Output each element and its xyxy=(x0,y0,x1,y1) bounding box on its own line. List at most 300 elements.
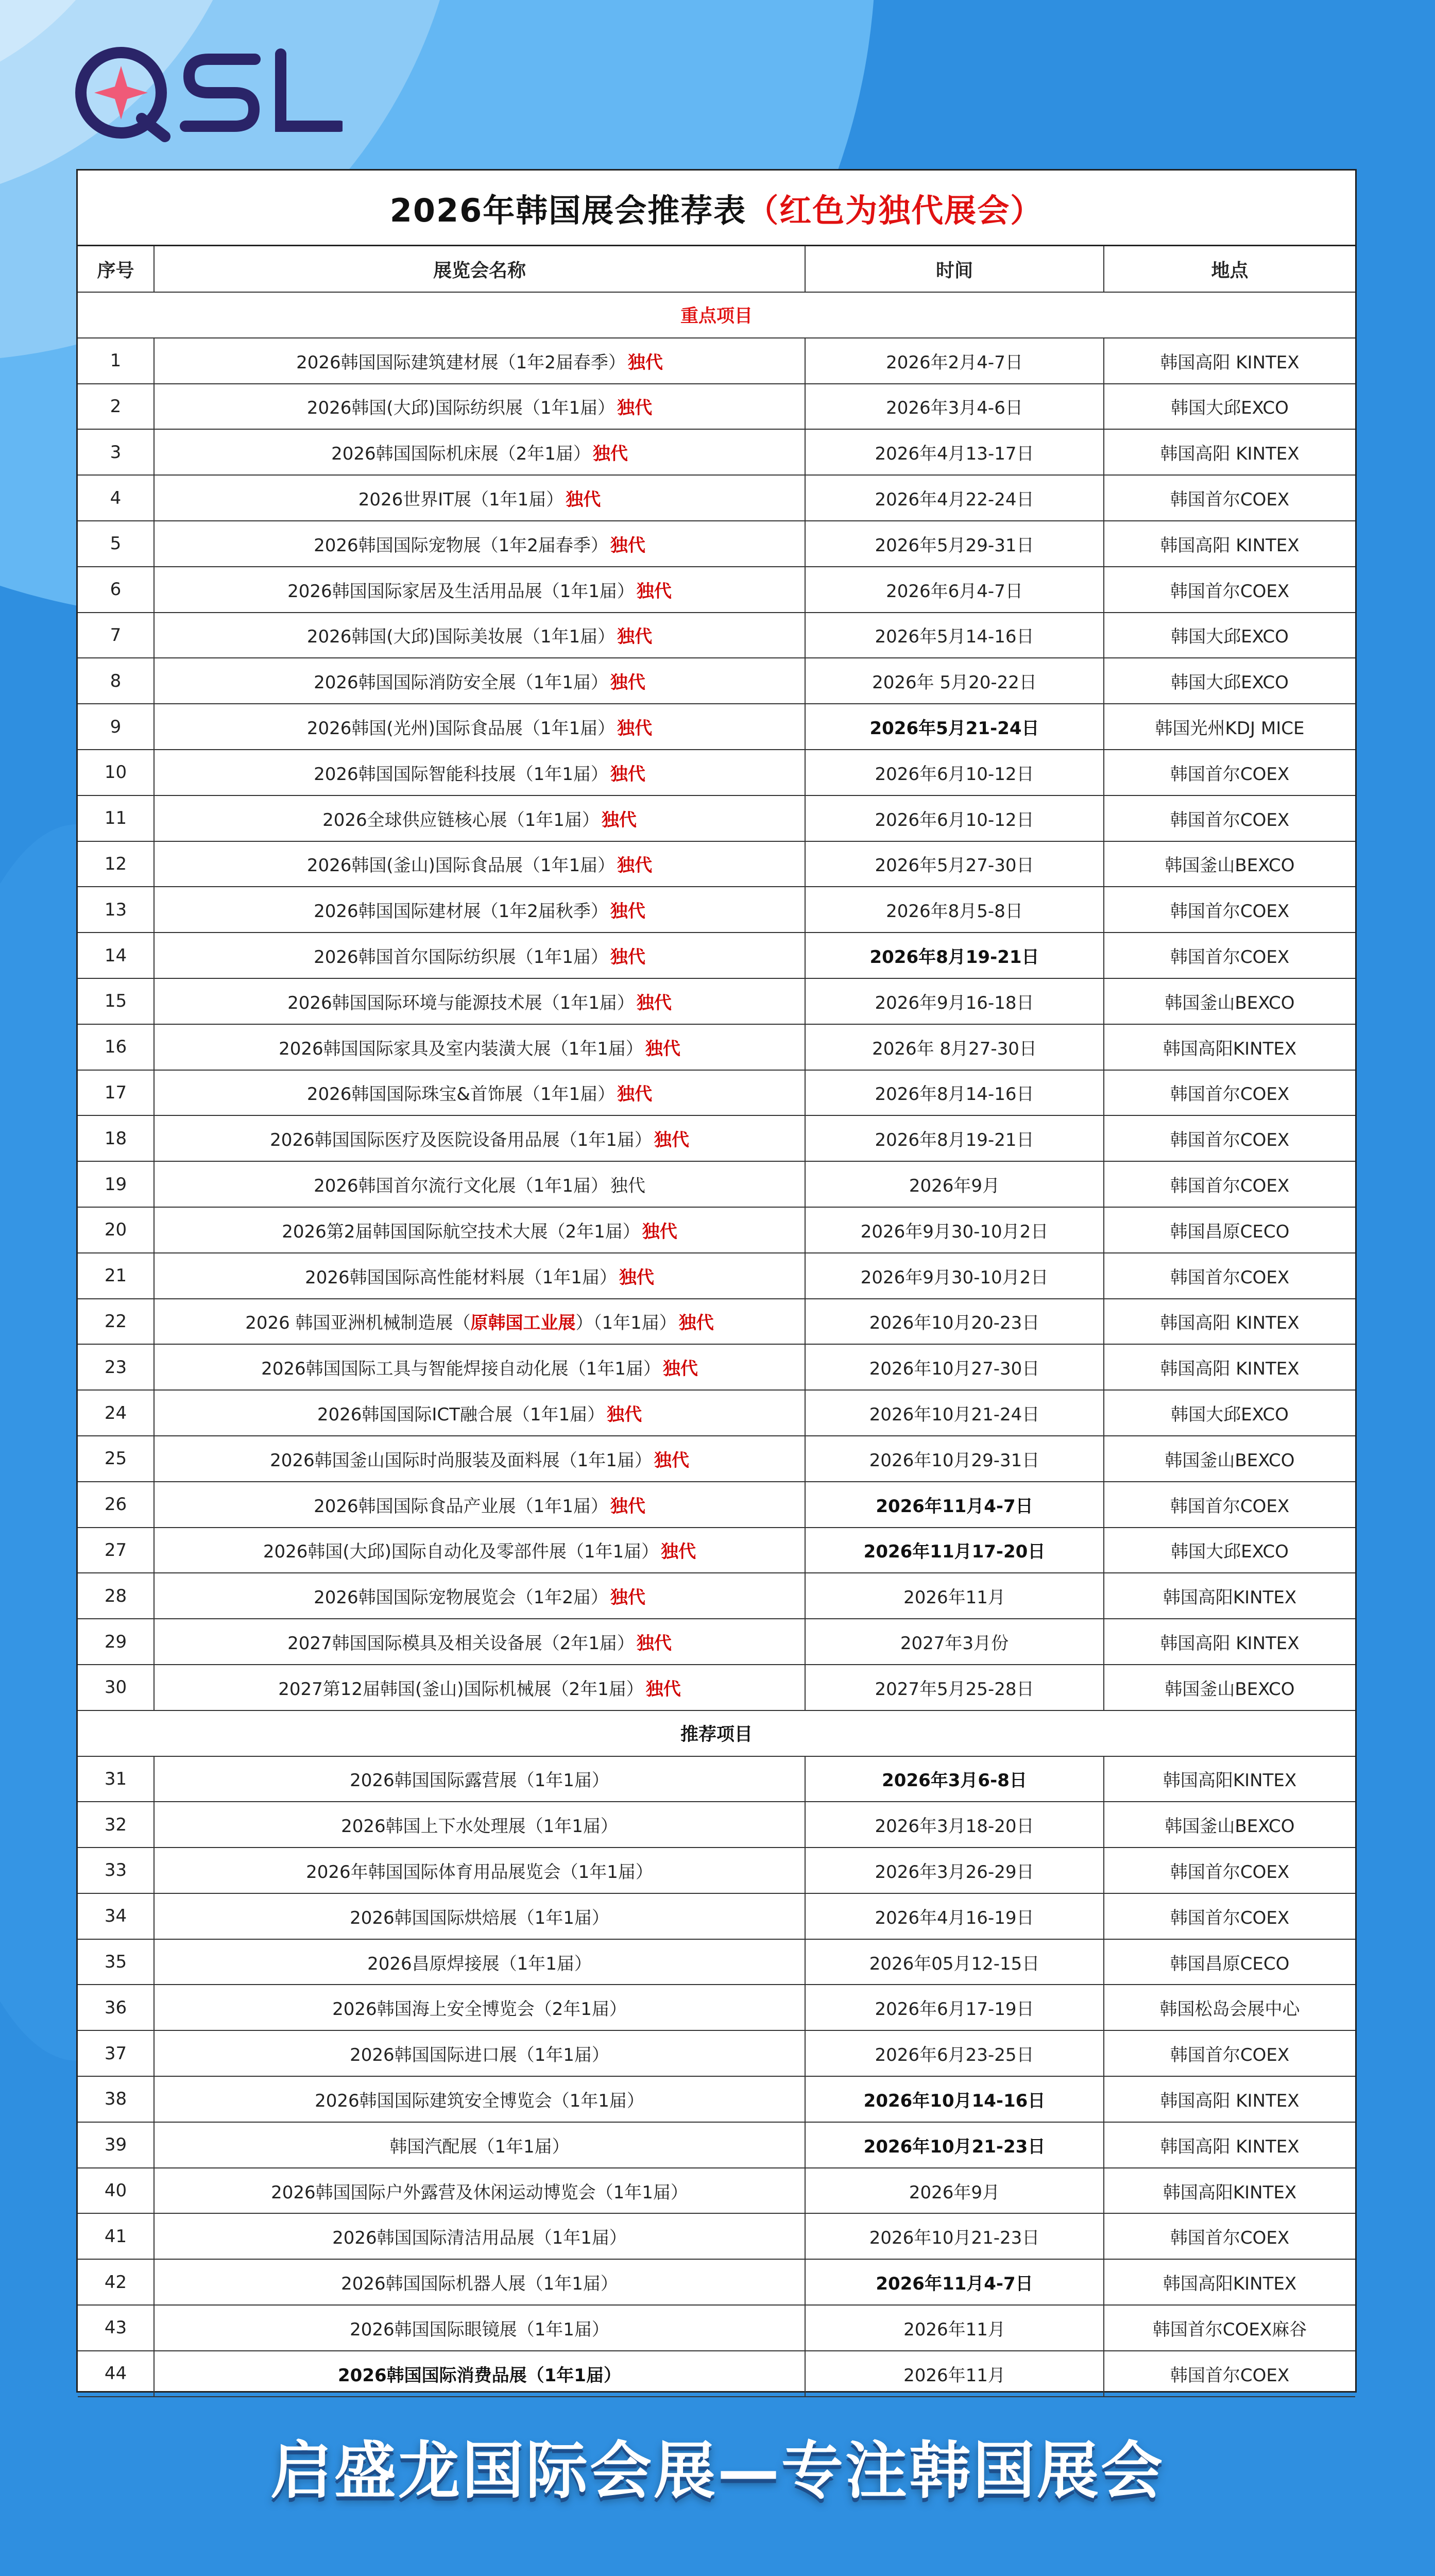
cell-name xyxy=(154,1299,805,1345)
table-row xyxy=(78,613,1355,658)
cell-name xyxy=(154,750,805,795)
cell-time: 2026年10月21-24日 xyxy=(805,1390,1104,1436)
cell-no: 6 xyxy=(78,567,154,613)
header-place: 地点 xyxy=(1104,246,1355,292)
exhibition-name: 2026韩国上下水处理展（1年1届） xyxy=(341,1816,618,1837)
exclusive-tag: 独代 xyxy=(636,1633,672,1654)
exhibition-name: 2026韩国(大邱)国际美妆展（1年1届） xyxy=(306,626,616,648)
cell-no: 28 xyxy=(78,1573,154,1619)
cell-time: 2026年11月 xyxy=(805,1573,1104,1619)
table-header-row xyxy=(78,246,1355,292)
cell-time: 2026年10月14-16日 xyxy=(805,2076,1104,2122)
cell-place: 韩国首尔COEX xyxy=(1104,1253,1355,1299)
cell-name xyxy=(154,1893,805,1939)
table-row xyxy=(78,978,1355,1024)
table-row xyxy=(78,1985,1355,2030)
table-row xyxy=(78,1802,1355,1848)
exhibition-name: 2026世界IT展（1年1届） xyxy=(358,489,564,511)
exclusive-tag: 独代 xyxy=(627,352,663,373)
cell-time: 2026年11月4-7日 xyxy=(805,2259,1104,2305)
cell-no: 36 xyxy=(78,1985,154,2030)
cell-time: 2026年6月23-25日 xyxy=(805,2030,1104,2076)
cell-time: 2026年 8月27-30日 xyxy=(805,1024,1104,1070)
table-row xyxy=(78,933,1355,978)
exhibition-name: 2026韩国国际珠宝&首饰展（1年1届） xyxy=(306,1084,616,1105)
cell-name xyxy=(154,1756,805,1802)
cell-time: 2026年6月4-7日 xyxy=(805,567,1104,613)
cell-time: 2026年3月26-29日 xyxy=(805,1848,1104,1893)
cell-name xyxy=(154,1207,805,1253)
cell-name xyxy=(154,429,805,475)
exclusive-tag: 独代 xyxy=(617,855,653,876)
cell-no: 41 xyxy=(78,2213,154,2259)
exclusive-tag: 独代 xyxy=(678,1313,714,1334)
exclusive-tag: 独代 xyxy=(617,398,653,419)
exclusive-tag: 独代 xyxy=(610,1587,645,1608)
cell-time: 2026年10月21-23日 xyxy=(805,2213,1104,2259)
table-row xyxy=(78,841,1355,887)
cell-time: 2026年5月27-30日 xyxy=(805,841,1104,887)
cell-name xyxy=(154,1390,805,1436)
cell-time: 2026年11月 xyxy=(805,2305,1104,2351)
table-row xyxy=(78,1436,1355,1482)
exhibition-name: 2026韩国首尔流行文化展（1年1届） xyxy=(314,1176,608,1197)
exclusive-tag: 独代 xyxy=(645,1038,680,1059)
table-row xyxy=(78,1893,1355,1939)
cell-time: 2026年10月20-23日 xyxy=(805,1299,1104,1345)
cell-name xyxy=(154,613,805,658)
exhibition-name: 2026韩国海上安全博览会（2年1届） xyxy=(332,1999,627,2020)
exclusive-tag: 独代 xyxy=(601,809,637,831)
exhibition-name: 2027第12届韩国(釜山)国际机械展（2年1届） xyxy=(278,1679,644,1700)
cell-place: 韩国首尔COEX xyxy=(1104,1482,1355,1528)
cell-time: 2026年 5月20-22日 xyxy=(805,658,1104,704)
exclusive-tag: 独代 xyxy=(610,901,645,922)
cell-name xyxy=(154,1939,805,1985)
cell-name xyxy=(154,1528,805,1573)
cell-place: 韩国大邱EXCO xyxy=(1104,1528,1355,1573)
cell-name xyxy=(154,1482,805,1528)
exclusive-tag: 独代 xyxy=(654,1130,689,1151)
cell-place: 韩国首尔COEX xyxy=(1104,1070,1355,1116)
exhibition-name-highlight: 原韩国工业展 xyxy=(470,1313,576,1334)
cell-no: 27 xyxy=(78,1528,154,1573)
cell-no: 5 xyxy=(78,521,154,567)
footer-slogan: 启盛龙国际会展—专注韩国展会 xyxy=(270,2435,1165,2507)
exhibition-name: 2026韩国国际消防安全展（1年1届） xyxy=(314,672,608,693)
cell-place: 韩国首尔COEX xyxy=(1104,1848,1355,1893)
cell-no: 30 xyxy=(78,1665,154,1710)
cell-no: 1 xyxy=(78,338,154,384)
cell-time: 2026年8月19-21日 xyxy=(805,933,1104,978)
cell-place: 韩国高阳 KINTEX xyxy=(1104,521,1355,567)
cell-name xyxy=(154,1024,805,1070)
cell-name xyxy=(154,887,805,933)
cell-no: 10 xyxy=(78,750,154,795)
cell-place: 韩国昌原CECO xyxy=(1104,1939,1355,1985)
cell-place: 韩国首尔COEX xyxy=(1104,475,1355,521)
cell-name xyxy=(154,978,805,1024)
exclusive-tag: 独代 xyxy=(617,626,653,648)
exclusive-tag: 独代 xyxy=(642,1221,677,1242)
cell-place: 韩国大邱EXCO xyxy=(1104,613,1355,658)
exhibition-name: 2026韩国国际食品产业展（1年1届） xyxy=(314,1496,608,1517)
cell-no: 42 xyxy=(78,2259,154,2305)
cell-no: 21 xyxy=(78,1253,154,1299)
cell-time: 2026年9月30-10月2日 xyxy=(805,1253,1104,1299)
table-row xyxy=(78,1344,1355,1390)
exhibition-name: 2026韩国国际户外露营及休闲运动博览会（1年1届） xyxy=(271,2182,688,2203)
cell-no: 13 xyxy=(78,887,154,933)
cell-place: 韩国昌原CECO xyxy=(1104,1207,1355,1253)
cell-place: 韩国高阳KINTEX xyxy=(1104,2259,1355,2305)
cell-place: 韩国高阳 KINTEX xyxy=(1104,338,1355,384)
cell-time: 2026年9月 xyxy=(805,1161,1104,1207)
table-title xyxy=(78,171,1355,246)
header-time: 时间 xyxy=(805,246,1104,292)
exclusive-tag: 独代 xyxy=(610,947,645,968)
cell-name xyxy=(154,1848,805,1893)
cell-place: 韩国高阳KINTEX xyxy=(1104,1024,1355,1070)
exhibition-name: 2026韩国国际清洁用品展（1年1届） xyxy=(332,2228,627,2249)
table-row xyxy=(78,750,1355,795)
cell-no: 37 xyxy=(78,2030,154,2076)
cell-place: 韩国首尔COEX xyxy=(1104,795,1355,841)
cell-name xyxy=(154,2168,805,2214)
exhibition-name: 2026韩国国际露营展（1年1届） xyxy=(350,1770,609,1791)
cell-place: 韩国釜山BEXCO xyxy=(1104,841,1355,887)
cell-place: 韩国高阳KINTEX xyxy=(1104,1756,1355,1802)
cell-no: 19 xyxy=(78,1161,154,1207)
cell-place: 韩国首尔COEX xyxy=(1104,2030,1355,2076)
cell-no: 25 xyxy=(78,1436,154,1482)
exclusive-tag: 独代 xyxy=(661,1541,696,1563)
cell-name xyxy=(154,2351,805,2397)
cell-place: 韩国高阳 KINTEX xyxy=(1104,1619,1355,1665)
cell-no: 16 xyxy=(78,1024,154,1070)
cell-no: 12 xyxy=(78,841,154,887)
table-row xyxy=(78,795,1355,841)
cell-name xyxy=(154,384,805,430)
title-note: （红色为独代展会） xyxy=(746,191,1044,229)
cell-time: 2026年9月 xyxy=(805,2168,1104,2214)
table-row xyxy=(78,1848,1355,1893)
cell-time: 2026年6月10-12日 xyxy=(805,750,1104,795)
cell-no: 14 xyxy=(78,933,154,978)
cell-time: 2026年3月18-20日 xyxy=(805,1802,1104,1848)
cell-name xyxy=(154,658,805,704)
cell-place: 韩国釜山BEXCO xyxy=(1104,978,1355,1024)
exhibition-name: 2026韩国国际宠物展览会（1年2届） xyxy=(314,1587,608,1608)
cell-no: 33 xyxy=(78,1848,154,1893)
table-row xyxy=(78,1619,1355,1665)
cell-no: 32 xyxy=(78,1802,154,1848)
cell-place: 韩国高阳KINTEX xyxy=(1104,2168,1355,2214)
cell-place: 韩国大邱EXCO xyxy=(1104,658,1355,704)
cell-place: 韩国首尔COEX xyxy=(1104,567,1355,613)
exhibition-name: 2026韩国国际消费品展（1年1届） xyxy=(338,2365,621,2386)
exhibition-name: 2026韩国国际宠物展（1年2届春季） xyxy=(314,535,608,556)
exclusive-tag: 独代 xyxy=(619,1267,654,1288)
table-row xyxy=(78,521,1355,567)
table-row xyxy=(78,338,1355,384)
table-row xyxy=(78,429,1355,475)
cell-no: 3 xyxy=(78,429,154,475)
cell-no: 2 xyxy=(78,384,154,430)
cell-name xyxy=(154,1619,805,1665)
table-row xyxy=(78,1115,1355,1161)
cell-no: 29 xyxy=(78,1619,154,1665)
table-row xyxy=(78,567,1355,613)
cell-no: 26 xyxy=(78,1482,154,1528)
exhibition-name: 2026韩国国际烘焙展（1年1届） xyxy=(350,1907,609,1928)
table-row xyxy=(78,1756,1355,1802)
exhibition-name-suffix: ）（1年1届） xyxy=(575,1313,677,1334)
cell-name xyxy=(154,2259,805,2305)
cell-time: 2026年11月17-20日 xyxy=(805,1528,1104,1573)
cell-place: 韩国大邱EXCO xyxy=(1104,1390,1355,1436)
cell-time: 2026年4月13-17日 xyxy=(805,429,1104,475)
table-row xyxy=(78,1390,1355,1436)
table-row xyxy=(78,2213,1355,2259)
section-label: 重点项目 xyxy=(78,292,1355,338)
exclusive-tag: 独代 xyxy=(654,1450,689,1471)
exhibition-name: 2026韩国(大邱)国际纺织展（1年1届） xyxy=(306,398,616,419)
exhibition-table-card xyxy=(76,169,1357,2393)
exhibition-name: 2026韩国国际建筑建材展（1年2届春季） xyxy=(296,352,626,373)
cell-time: 2026年5月29-31日 xyxy=(805,521,1104,567)
cell-no: 22 xyxy=(78,1299,154,1345)
cell-no: 44 xyxy=(78,2351,154,2397)
table-row xyxy=(78,658,1355,704)
exclusive-tag: 独代 xyxy=(610,535,645,556)
exclusive-tag: 独代 xyxy=(617,1084,653,1105)
exclusive-tag: 独代 xyxy=(636,992,672,1013)
exclusive-tag: 独代 xyxy=(610,1496,645,1517)
exhibition-name: 2026韩国国际ICT融合展（1年1届） xyxy=(317,1404,605,1426)
exhibition-name: 2026韩国国际工具与智能焊接自动化展（1年1届） xyxy=(261,1359,661,1380)
table-row xyxy=(78,887,1355,933)
exclusive-tag: 独代 xyxy=(607,1404,642,1426)
cell-place: 韩国松岛会展中心 xyxy=(1104,1985,1355,2030)
exhibition-name: 2026韩国国际机床展（2年1届） xyxy=(331,444,591,465)
cell-place: 韩国高阳 KINTEX xyxy=(1104,429,1355,475)
exclusive-tag: 独代 xyxy=(645,1679,681,1700)
cell-place: 韩国釜山BEXCO xyxy=(1104,1665,1355,1710)
cell-no: 15 xyxy=(78,978,154,1024)
table-row xyxy=(78,1070,1355,1116)
table-row xyxy=(78,1161,1355,1207)
cell-time: 2026年6月10-12日 xyxy=(805,795,1104,841)
cell-name xyxy=(154,1253,805,1299)
cell-name xyxy=(154,704,805,750)
table-row xyxy=(78,1024,1355,1070)
exhibition-name: 2026韩国国际进口展（1年1届） xyxy=(350,2045,609,2066)
table-row xyxy=(78,1299,1355,1345)
cell-time: 2026年6月17-19日 xyxy=(805,1985,1104,2030)
cell-time: 2026年4月22-24日 xyxy=(805,475,1104,521)
cell-no: 34 xyxy=(78,1893,154,1939)
cell-no: 40 xyxy=(78,2168,154,2214)
cell-place: 韩国高阳 KINTEX xyxy=(1104,1299,1355,1345)
exhibition-name: 2026韩国国际环境与能源技术展（1年1届） xyxy=(287,992,635,1013)
cell-name xyxy=(154,795,805,841)
table-row xyxy=(78,384,1355,430)
exhibition-name: 2026韩国国际建筑安全博览会（1年1届） xyxy=(315,2090,644,2111)
cell-no: 8 xyxy=(78,658,154,704)
cell-place: 韩国首尔COEX麻谷 xyxy=(1104,2305,1355,2351)
cell-name xyxy=(154,1436,805,1482)
exhibition-name: 2026韩国(大邱)国际自动化及零部件展（1年1届） xyxy=(263,1541,659,1563)
cell-no: 18 xyxy=(78,1115,154,1161)
cell-name xyxy=(154,2122,805,2168)
cell-time: 2027年3月份 xyxy=(805,1619,1104,1665)
cell-time: 2026年05月12-15日 xyxy=(805,1939,1104,1985)
exhibition-name: 2026韩国国际医疗及医院设备用品展（1年1届） xyxy=(270,1130,652,1151)
cell-name xyxy=(154,338,805,384)
cell-place: 韩国光州KDJ MICE xyxy=(1104,704,1355,750)
cell-time: 2026年10月21-23日 xyxy=(805,2122,1104,2168)
exclusive-tag: 独代 xyxy=(617,718,653,739)
cell-name xyxy=(154,2305,805,2351)
cell-place: 韩国首尔COEX xyxy=(1104,2213,1355,2259)
cell-time: 2026年5月21-24日 xyxy=(805,704,1104,750)
table-row xyxy=(78,1253,1355,1299)
cell-place: 韩国釜山BEXCO xyxy=(1104,1436,1355,1482)
title-main: 2026年韩国展会推荐表 xyxy=(389,191,747,229)
exhibition-name: 2026韩国国际家居及生活用品展（1年1届） xyxy=(287,581,635,602)
cell-time: 2026年11月4-7日 xyxy=(805,1482,1104,1528)
exhibition-name: 2026韩国国际高性能材料展（1年1届） xyxy=(305,1267,617,1288)
exhibition-name: 2026全球供应链核心展（1年1届） xyxy=(322,809,600,831)
exclusive-tag: 独代 xyxy=(610,672,645,693)
cell-time: 2026年8月14-16日 xyxy=(805,1070,1104,1116)
cell-name xyxy=(154,1070,805,1116)
cell-time: 2026年10月29-31日 xyxy=(805,1436,1104,1482)
cell-place: 韩国首尔COEX xyxy=(1104,1161,1355,1207)
exhibition-name: 韩国汽配展（1年1届） xyxy=(389,2136,570,2157)
table-row xyxy=(78,1482,1355,1528)
header-no: 序号 xyxy=(78,246,154,292)
table-row xyxy=(78,2030,1355,2076)
table-row xyxy=(78,2351,1355,2397)
exhibition-name: 2026 韩国亚洲机械制造展（ xyxy=(245,1313,471,1334)
cell-time: 2026年11月 xyxy=(805,2351,1104,2397)
cell-name xyxy=(154,1985,805,2030)
table-row xyxy=(78,1573,1355,1619)
exclusive-tag: 独代 xyxy=(566,489,601,511)
table-row xyxy=(78,2305,1355,2351)
cell-place: 韩国首尔COEX xyxy=(1104,1115,1355,1161)
table-body xyxy=(78,292,1355,2397)
table-row xyxy=(78,1528,1355,1573)
table-row xyxy=(78,475,1355,521)
cell-no: 17 xyxy=(78,1070,154,1116)
exhibition-name: 2026韩国釜山国际时尚服装及面料展（1年1届） xyxy=(270,1450,652,1471)
cell-name xyxy=(154,1573,805,1619)
exhibition-name: 2027韩国国际模具及相关设备展（2年1届） xyxy=(287,1633,635,1654)
exhibition-name: 2026韩国国际建材展（1年2届秋季） xyxy=(314,901,608,922)
cell-time: 2026年10月27-30日 xyxy=(805,1344,1104,1390)
cell-name xyxy=(154,1665,805,1710)
section-label: 推荐项目 xyxy=(78,1710,1355,1756)
cell-time: 2026年2月4-7日 xyxy=(805,338,1104,384)
cell-name xyxy=(154,1344,805,1390)
table-row xyxy=(78,704,1355,750)
cell-name xyxy=(154,2213,805,2259)
cell-time: 2026年8月19-21日 xyxy=(805,1115,1104,1161)
exclusive-tag: 独代 xyxy=(610,764,645,785)
cell-time: 2026年3月6-8日 xyxy=(805,1756,1104,1802)
table-row xyxy=(78,1207,1355,1253)
exhibition-name: 2026昌原焊接展（1年1届） xyxy=(367,1953,592,1974)
cell-place: 韩国首尔COEX xyxy=(1104,933,1355,978)
cell-no: 39 xyxy=(78,2122,154,2168)
cell-no: 9 xyxy=(78,704,154,750)
exclusive-tag: 独代 xyxy=(662,1359,698,1380)
cell-name xyxy=(154,1115,805,1161)
cell-name xyxy=(154,475,805,521)
cell-place: 韩国高阳 KINTEX xyxy=(1104,1344,1355,1390)
cell-no: 38 xyxy=(78,2076,154,2122)
cell-time: 2026年5月14-16日 xyxy=(805,613,1104,658)
cell-no: 4 xyxy=(78,475,154,521)
exhibition-name: 2026第2届韩国国际航空技术大展（2年1届） xyxy=(282,1221,640,1242)
table-row xyxy=(78,2168,1355,2214)
cell-name xyxy=(154,567,805,613)
cell-name xyxy=(154,2030,805,2076)
cell-place: 韩国釜山BEXCO xyxy=(1104,1802,1355,1848)
cell-time: 2026年4月16-19日 xyxy=(805,1893,1104,1939)
cell-time: 2026年3月4-6日 xyxy=(805,384,1104,430)
exhibition-name: 2026韩国(釜山)国际食品展（1年1届） xyxy=(306,855,616,876)
table-row xyxy=(78,2122,1355,2168)
cell-name xyxy=(154,1161,805,1207)
exhibition-name: 2026韩国国际眼镜展（1年1届） xyxy=(350,2319,609,2340)
cell-name xyxy=(154,933,805,978)
header-name: 展览会名称 xyxy=(154,246,805,292)
cell-time: 2026年9月16-18日 xyxy=(805,978,1104,1024)
cell-no: 35 xyxy=(78,1939,154,1985)
cell-time: 2027年5月25-28日 xyxy=(805,1665,1104,1710)
cell-no: 43 xyxy=(78,2305,154,2351)
section-row xyxy=(78,292,1355,338)
cell-place: 韩国高阳KINTEX xyxy=(1104,1573,1355,1619)
cell-no: 20 xyxy=(78,1207,154,1253)
table-row xyxy=(78,2076,1355,2122)
section-row xyxy=(78,1710,1355,1756)
cell-no: 24 xyxy=(78,1390,154,1436)
cell-name xyxy=(154,1802,805,1848)
exclusive-tag: 独代 xyxy=(592,444,628,465)
cell-name xyxy=(154,2076,805,2122)
exclusive-tag: 独代 xyxy=(636,581,672,602)
exhibition-name: 2026韩国国际智能科技展（1年1届） xyxy=(314,764,608,785)
cell-name xyxy=(154,521,805,567)
cell-place: 韩国高阳 KINTEX xyxy=(1104,2122,1355,2168)
exhibition-name: 2026韩国国际机器人展（1年1届） xyxy=(341,2274,618,2295)
table-row xyxy=(78,2259,1355,2305)
exhibition-name: 2026韩国(光州)国际食品展（1年1届） xyxy=(306,718,616,739)
cell-place: 韩国大邱EXCO xyxy=(1104,384,1355,430)
cell-no: 7 xyxy=(78,613,154,658)
exhibition-table xyxy=(78,246,1355,2397)
exhibition-name: 2026年韩国国际体育用品展览会（1年1届） xyxy=(306,1861,653,1883)
cell-place: 韩国首尔COEX xyxy=(1104,887,1355,933)
qsl-logo xyxy=(70,41,343,144)
cell-name xyxy=(154,841,805,887)
cell-no: 23 xyxy=(78,1344,154,1390)
